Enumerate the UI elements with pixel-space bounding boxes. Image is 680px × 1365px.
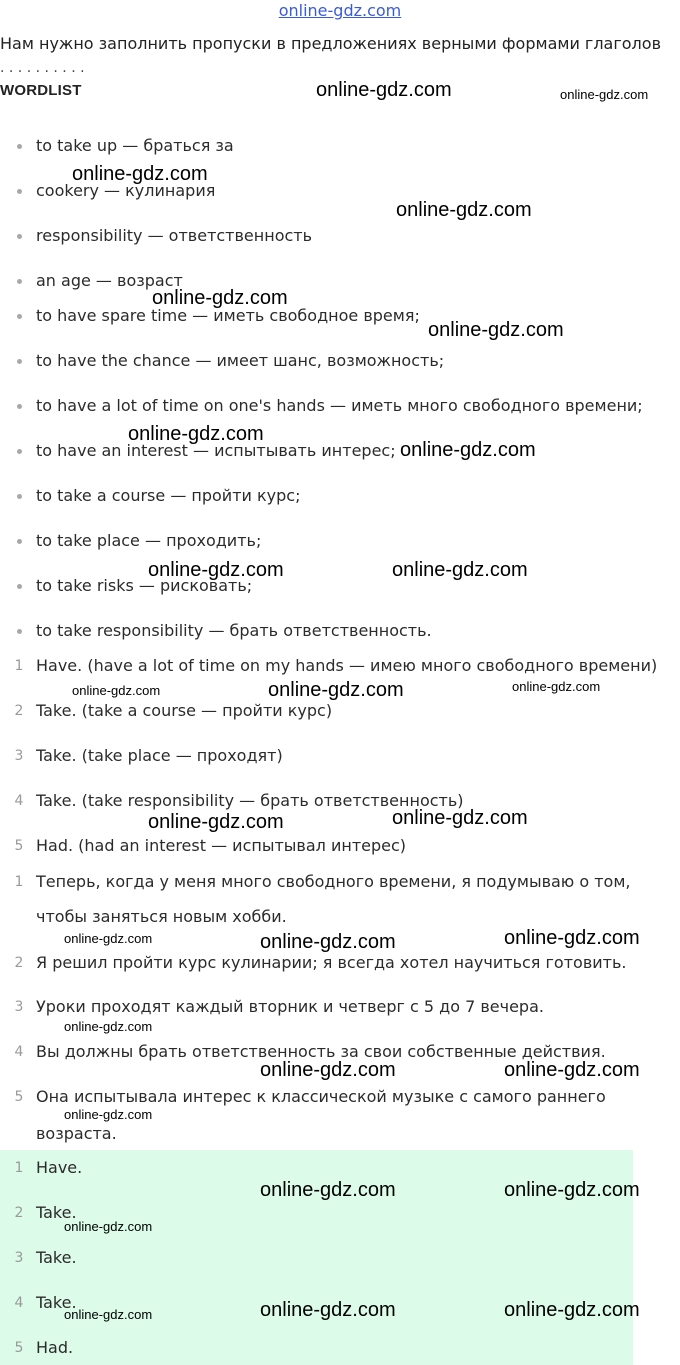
bullet-icon xyxy=(17,494,22,499)
watermark: online-gdz.com xyxy=(260,1059,396,1081)
wordlist-item-text: to have an interest — испытывать интерес; xyxy=(36,441,396,460)
watermark: online-gdz.com xyxy=(72,683,161,698)
final-answer-text: Take. xyxy=(36,1203,77,1222)
watermark: online-gdz.com xyxy=(392,559,528,581)
final-answer-text: Take. xyxy=(36,1293,77,1312)
translation-text-continued: чтобы заняться новым хобби. xyxy=(36,907,287,926)
item-number: 5 xyxy=(14,1089,24,1105)
site-header-link[interactable]: online-gdz.com xyxy=(278,1,402,20)
wordlist-item-text: to have spare time — иметь свободное время; xyxy=(36,306,420,325)
bullet-icon xyxy=(17,234,22,239)
watermark: online-gdz.com xyxy=(396,199,532,221)
translation-text: Уроки проходят каждый вторник и четверг с 5 до 7 вечера. xyxy=(36,997,544,1016)
watermark: online-gdz.com xyxy=(260,1179,396,1201)
watermark: online-gdz.com xyxy=(504,1179,640,1201)
watermark: online-gdz.com xyxy=(560,87,649,102)
item-number: 3 xyxy=(14,999,24,1015)
watermark: online-gdz.com xyxy=(64,1019,153,1034)
wordlist-item-text: responsibility — ответственность xyxy=(36,226,313,245)
item-number: 5 xyxy=(14,838,24,854)
answer-text: Have. (have a lot of time on my hands — имею много свободного времени) xyxy=(36,656,658,675)
bullet-icon xyxy=(17,359,22,364)
item-number: 5 xyxy=(14,1340,24,1356)
watermark: online-gdz.com xyxy=(148,559,284,581)
watermark: online-gdz.com xyxy=(64,1219,153,1234)
item-number: 2 xyxy=(14,703,24,719)
answer-text: Take. (take place — проходят) xyxy=(36,746,283,765)
watermark: online-gdz.com xyxy=(428,319,564,341)
watermark: online-gdz.com xyxy=(504,1299,640,1321)
watermark: online-gdz.com xyxy=(152,287,288,309)
wordlist-item-text: to take place — проходить; xyxy=(36,531,262,550)
watermark: online-gdz.com xyxy=(512,679,601,694)
bullet-icon xyxy=(17,279,22,284)
item-number: 4 xyxy=(14,1295,24,1311)
translation-text: Вы должны брать ответственность за свои собственные действия. xyxy=(36,1042,606,1061)
translation-text: Теперь, когда у меня много свободного времени, я подумываю о том, xyxy=(36,872,631,891)
bullet-icon xyxy=(17,449,22,454)
watermark: online-gdz.com xyxy=(504,927,640,949)
bullet-icon xyxy=(17,539,22,544)
answer-text: Had. (had an interest — испытывал интерес) xyxy=(36,836,407,855)
wordlist-item-text: an age — возраст xyxy=(36,271,183,290)
item-number: 2 xyxy=(14,1205,24,1221)
translation-text: Я решил пройти курс кулинарии; я всегда хотел научиться готовить. xyxy=(36,953,627,972)
item-number: 2 xyxy=(14,955,24,971)
wordlist-item-text: to have a lot of time on one's hands — иметь много свободного времени; xyxy=(36,396,643,415)
wordlist-item-text: cookery — кулинария xyxy=(36,181,216,200)
watermark: online-gdz.com xyxy=(392,807,528,829)
bullet-icon xyxy=(17,144,22,149)
watermark: online-gdz.com xyxy=(400,439,536,461)
bullet-icon xyxy=(17,314,22,319)
watermark: online-gdz.com xyxy=(128,423,264,445)
bullet-icon xyxy=(17,584,22,589)
answer-text: Take. (take a course — пройти курс) xyxy=(36,701,333,720)
wordlist-item-text: to take up — браться за xyxy=(36,136,234,155)
translation-text: Она испытывала интерес к классической музыке с самого раннего xyxy=(36,1087,606,1106)
bullet-icon xyxy=(17,629,22,634)
final-answer-text: Have. xyxy=(36,1158,83,1177)
final-answer-text: Had. xyxy=(36,1338,74,1357)
wordlist-item-text: to take risks — рисковать; xyxy=(36,576,253,595)
item-number: 1 xyxy=(14,874,24,890)
watermark: online-gdz.com xyxy=(72,163,208,185)
watermark: online-gdz.com xyxy=(260,931,396,953)
item-number: 3 xyxy=(14,1250,24,1266)
watermark: online-gdz.com xyxy=(504,1059,640,1081)
bullet-icon xyxy=(17,404,22,409)
watermark: online-gdz.com xyxy=(268,679,404,701)
answer-text: Take. (take responsibility — брать ответственность) xyxy=(36,791,464,810)
wordlist-item-text: to take responsibility — брать ответственность. xyxy=(36,621,432,640)
bullet-icon xyxy=(17,189,22,194)
item-number: 1 xyxy=(14,1160,24,1176)
wordlist-item-text: to have the chance — имеет шанс, возможность; xyxy=(36,351,445,370)
item-number: 3 xyxy=(14,748,24,764)
item-number: 4 xyxy=(14,793,24,809)
item-number: 4 xyxy=(14,1044,24,1060)
watermark: online-gdz.com xyxy=(64,931,153,946)
task-intro: Нам нужно заполнить пропуски в предложениях верными формами глаголов xyxy=(0,34,661,53)
watermark: online-gdz.com xyxy=(260,1299,396,1321)
translation-text-continued: возраста. xyxy=(36,1124,117,1143)
final-answer-text: Take. xyxy=(36,1248,77,1267)
watermark: online-gdz.com xyxy=(316,79,452,101)
wordlist-item-text: to take a course — пройти курс; xyxy=(36,486,301,505)
task-intro-cut: . . . . . . . . . . xyxy=(0,60,85,72)
watermark: online-gdz.com xyxy=(64,1107,153,1122)
watermark: online-gdz.com xyxy=(148,811,284,833)
wordlist-heading: WORDLIST xyxy=(0,82,82,99)
watermark: online-gdz.com xyxy=(64,1307,153,1322)
item-number: 1 xyxy=(14,658,24,674)
